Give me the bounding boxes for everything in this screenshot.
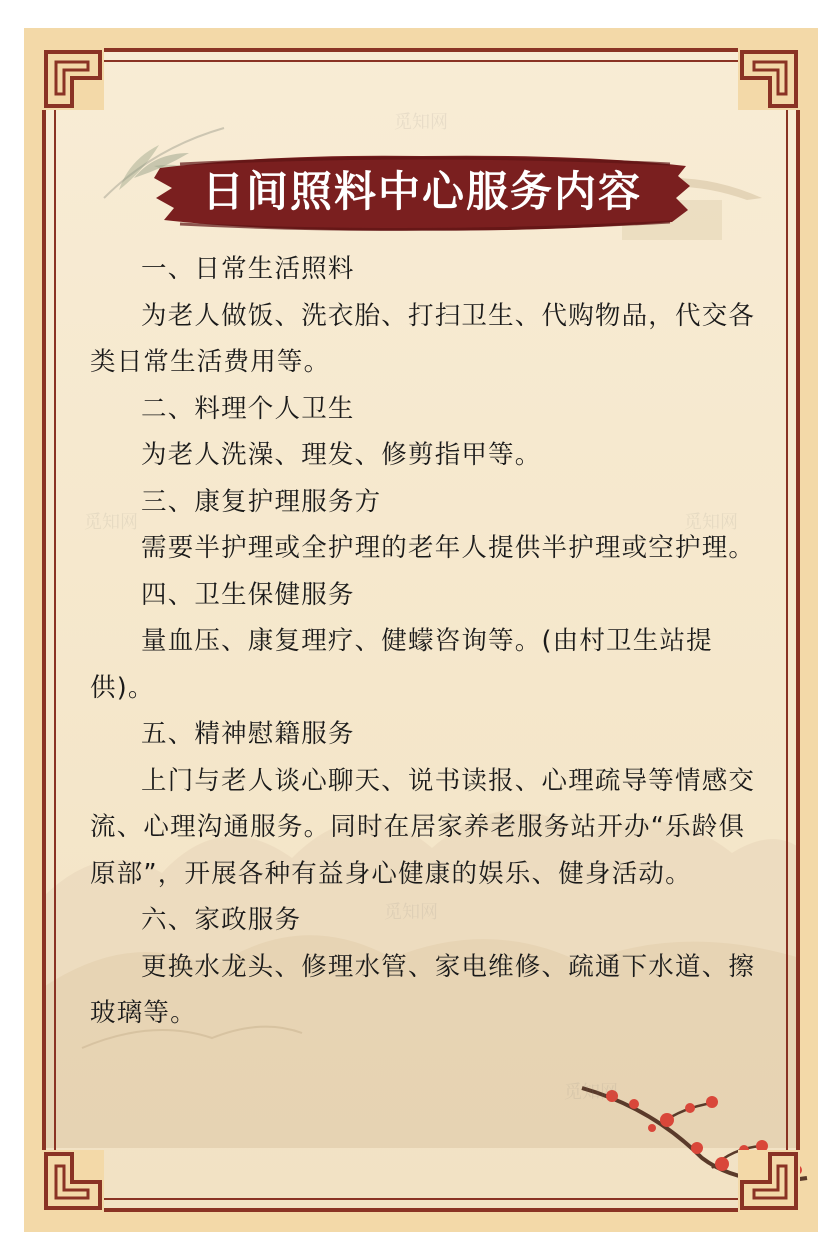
section-body: 上门与老人谈心聊天、说书读报、心理疏导等情感交流、心理沟通服务。同时在居家养老服务站开办“乐龄俱原部”，开展各种有益身心健康的娱乐、健身活动。 [90, 765, 756, 889]
section-body: 需要半护理或全护理的老年人提供半护理或空护理。 [141, 533, 756, 563]
section-heading: 二、料理个人卫生 [141, 393, 355, 424]
watermark: 觅知网 [394, 112, 448, 133]
corner-ornament-icon [738, 1150, 800, 1212]
watermark: 觅知网 [384, 902, 438, 923]
title-banner [150, 146, 694, 238]
section-heading: 一、日常生活照料 [141, 254, 355, 284]
corner-ornament-icon [42, 1150, 104, 1212]
corner-ornament-icon [738, 48, 800, 110]
corner-ornament-icon [42, 48, 104, 110]
service-content [90, 246, 760, 1037]
section-body: 为老人做饭、洗衣胎、打扫卫生、代购物品，代交各类日常生活费用等。 [90, 300, 756, 377]
poster [24, 28, 818, 1232]
watermark: 觅知网 [84, 512, 138, 533]
section-body: 量血压、康复理疗、健蠓咨询等。(由村卫生站提供)。 [90, 626, 713, 703]
watermark: 觅知网 [684, 512, 738, 533]
section-heading: 四、卫生保健服务 [141, 579, 355, 610]
section-heading: 六、家政服务 [141, 905, 302, 935]
page-title: 日间照料中心服务内容 [201, 167, 642, 216]
section-heading: 五、精神慰籍服务 [141, 719, 355, 749]
watermark: 觅知网 [564, 1082, 618, 1103]
section-heading: 三、康复护理服务方 [141, 486, 382, 517]
section-body: 更换水龙头、修理水管、家电维修、疏通下水道、擦玻璃等。 [90, 951, 756, 1028]
section-body: 为老人洗澡、理发、修剪指甲等。 [141, 440, 542, 470]
